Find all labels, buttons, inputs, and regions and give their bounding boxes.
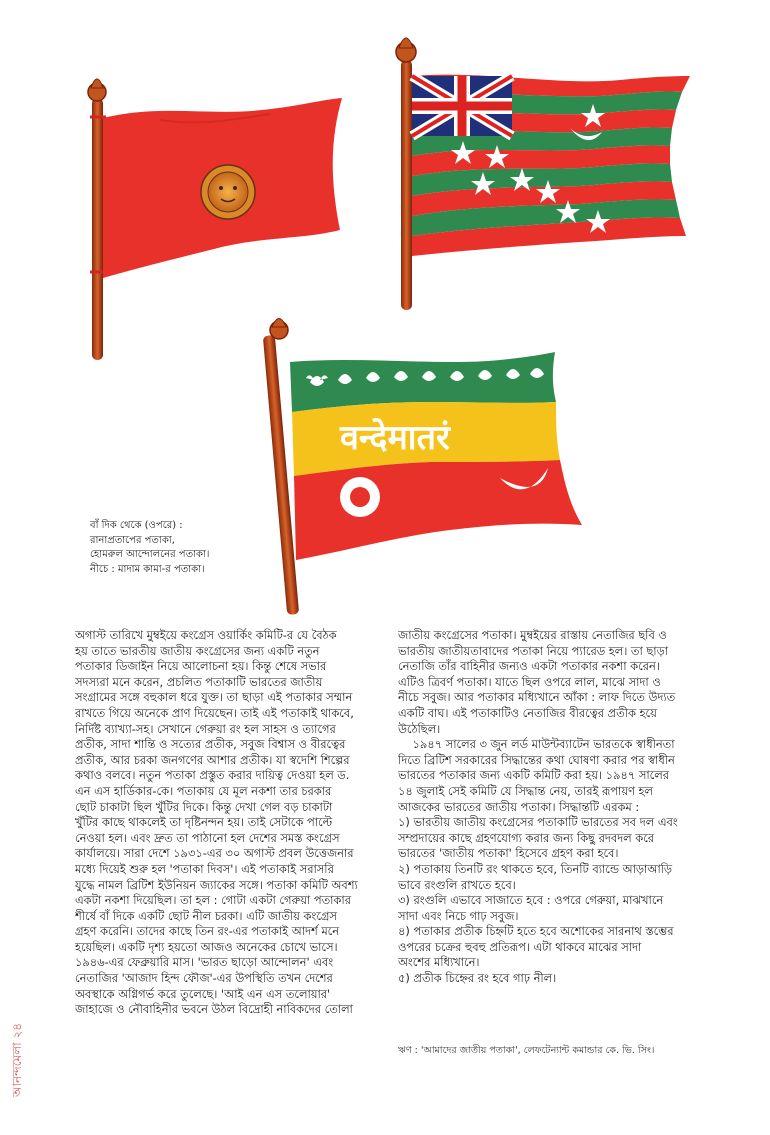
text-line: নেওয়া হল। এবং দ্রুত তা পাঠানো হল দেশের সমস্ত কংগ্রেস — [75, 830, 340, 845]
text-line: ১৯৪৬-এর ফেব্রুয়ারি মাস। 'ভারত ছাড়ো আন্দোলন' এবং — [75, 955, 334, 970]
text-line: ভারতীয় জাতীয়তাবাদের পতাকা নিয়ে প্যারেড হল। তা ছাড়া — [398, 643, 669, 658]
text-line: সাদা এবং নিচে গাঢ় সবুজ। — [398, 908, 519, 923]
text-line: খুঁটির কাছে থাকলেই তা দৃষ্টিনন্দন হয়। তাই সেটাকে পাল্টে — [75, 815, 333, 830]
caption-line: হোমরুল আন্দোলনের পতাকা। — [90, 549, 210, 560]
sun-emblem — [340, 477, 380, 517]
text-line: অংশের মধ্যিখানে। — [398, 955, 480, 970]
sun-emblem — [201, 165, 255, 219]
text-line: সদস্যরা মনে করেন, প্রচলিত পতাকাটি ভারতের জাতীয় — [75, 674, 323, 689]
text-line: ওপরের চক্রের হুবহু প্রতিরূপ। এটা থাকবে মাঝের সাদা — [398, 939, 642, 954]
magazine-name-page-number: আনন্দমেলা ২৪ — [10, 1022, 24, 1098]
text-line: মধ্যে দিয়েই শুরু হল 'পতাকা দিবস'। এই পতাকাই সরাসরি — [75, 861, 334, 876]
rana-pratap-flag — [88, 79, 342, 360]
pole-finial-tip — [399, 38, 413, 48]
text-line: পতাকার ডিজাইন নিয়ে আলোচনা হয়। কিন্তু শেষে সভার — [75, 659, 327, 674]
text-line: জাতীয় কংগ্রেসের পতাকা। মুম্বইয়ের রাস্তায় নেতাজির ছবি ও — [398, 628, 667, 642]
text-line: নীচে সবুজ। আর পতাকার মধ্যিখানে আঁকা : লাফ দিতে উদ্যত — [398, 690, 676, 705]
text-line: ১৯৪৭ সালের ৩ জুন লর্ড মাউন্টব্যাটেন ভারতকে স্বাধীনতা — [398, 737, 675, 752]
text-line: ৫) প্রতীক চিহ্নের রং হবে গাঢ় নীল। — [398, 971, 557, 986]
text-line: একটা নকশা দিয়েছিল। তা হল : গোটা একটা গেরুয়া পতাকার — [75, 893, 351, 908]
text-line: ভারতের পতাকার জন্য একটি কমিটি করা হয়। ১৯৪৭ সালের — [398, 768, 669, 783]
text-line: কার্যালয়ে। সারা দেশে ১৯৩১-এর ৩০ অগাস্ট প্রবল উত্তেজনার — [75, 846, 354, 861]
caption-line: রানাপ্রতাপের পতাকা, — [90, 534, 175, 546]
flag-pole — [401, 60, 412, 310]
text-line: ৪) পতাকার প্রতীক চিহ্নটি হতে হবে অশোকের সারনাথ স্তম্ভের — [398, 924, 674, 939]
union-jack-canton — [412, 76, 512, 136]
text-line: যুদ্ধে নামল ব্রিটিশ ইউনিয়ন জ্যাকের সঙ্গে। পতাকা কমিটি অবশ্য — [75, 877, 358, 892]
caption-line: নীচে : মাদাম কামা-র পতাকা। — [90, 563, 205, 575]
text-line: প্রতীক, সাদা শান্তি ও সত্যের প্রতীক, সবুজ বিশ্বাস ও বীরত্বের — [75, 737, 346, 752]
text-line: সংগ্রামের সঙ্গে বহুকাল ধরে যুক্ত। তা ছাড়া এই পতাকার সম্মান — [75, 690, 353, 705]
text-line: উঠেছিল। — [398, 721, 441, 736]
text-line: ভাবে রংগুলি রাখতে হবে। — [398, 877, 516, 892]
text-line: আজকের ভারতের জাতীয় পতাকা। সিদ্ধান্তটি এরকম : — [398, 799, 640, 814]
text-line: নেতাজি তাঁর বাহিনীর জন্যও একটা পতাকার নকশা করেন। — [398, 659, 660, 674]
pole-finial-tip — [272, 319, 286, 328]
text-line: একটি বাঘ। এই পতাকাটিও নেতাজির বীরত্বের প্রতীক হয়ে — [398, 705, 657, 720]
text-line: প্রতীক, আর চরকা জনগণের আশার প্রতীক। যা স্বদেশি শিল্পের — [75, 752, 350, 767]
text-line: ১৪ জুলাই সেই কমিটি যে সিদ্ধান্ত নেয়, তারই রূপায়ণ হল — [398, 783, 654, 798]
image-caption — [90, 519, 330, 577]
source-credit: ঋণ : 'আমাদের জাতীয় পতাকা', লেফটেন্যান্ট কমান্ডার কে. ভি. সিং। — [398, 1045, 655, 1056]
text-line: শীর্ষে বাঁ দিকে একটি ছোট নীল চরকা। এটি জাতীয় কংগ্রেস — [75, 908, 337, 923]
vande-mataram-text: वन्देमातरं — [340, 418, 450, 458]
caption-line: বাঁ দিক থেকে (ওপরে) : — [90, 520, 183, 531]
text-line: রাখতে গিয়ে অনেকে প্রাণ দিয়েছেন। তাই এই পতাকাই থাকবে, — [75, 705, 354, 720]
text-line: গ্রহণ করেনি। তাদের কাছে তিন রং-এর পতাকাই আদর্শ মনে — [75, 924, 340, 939]
text-line: ২) পতাকায় তিনটি রং থাকতে হবে, তিনটি ব্যান্ডে আড়াআড়ি — [398, 861, 672, 876]
text-line: ৩) রংগুলি এভাবে সাজাতে হবে : ওপরে গেরুয়া, মাঝখানে — [398, 893, 664, 908]
text-line: ১) ভারতীয় জাতীয় কংগ্রেসের পতাকাটি ভারতের সব দল এবং — [398, 815, 678, 830]
text-line: কথাও বলবে। নতুন পতাকা প্রস্তুত করার দায়িত্ব দেওয়া হল ড. — [75, 768, 350, 783]
flag-red-band — [294, 460, 582, 560]
text-line: এটিও ত্রিবর্ণ পতাকা। যাতে ছিল ওপরে লাল, মাঝে সাদা ও — [398, 674, 661, 689]
text-line: ভারতের 'জাতীয় পতাকা' হিসেবে গ্রহণ করা হবে। — [398, 846, 619, 861]
home-rule-flag — [396, 38, 690, 310]
magazine-sidebar — [5, 1000, 33, 1120]
article-left-column — [75, 628, 395, 1018]
text-line: ছোট চাকাটা ছিল খুঁটির দিকে। কিন্তু দেখা গেল বড় চাকাটা — [75, 799, 333, 814]
text-line: অগাস্ট তারিখে মুম্বইয়ে কংগ্রেস ওয়ার্কিং কমিটি-র যে বৈঠক — [75, 628, 337, 642]
text-line: অবস্থাকে অগ্নিগর্ভ করে তুলেছে। 'আই এন এস তলোয়ার' — [75, 986, 331, 1001]
pole-finial-tip — [91, 79, 103, 88]
text-line: দিতে ব্রিটিশ সরকারের সিদ্ধান্তের কথা ঘোষণা করার পর স্বাধীন — [398, 752, 675, 767]
flag-pole — [92, 98, 103, 360]
text-line: সম্প্রদায়ের কাছে গ্রহণযোগ্য করার জন্য কিছু রদবদল করে — [398, 830, 655, 845]
text-line: এন এস হার্ডিকার-কে। পতাকায় যে মূল নকশা তার চরকার — [75, 783, 332, 798]
text-line: নেতাজির 'আজাদ হিন্দ ফৌজ'-এর উপস্থিতি তখন দেশের — [75, 971, 333, 986]
text-line: হয়েছিল। একটি দৃশ্য হয়তো আজও অনেকের চোখে ভাসে। — [75, 939, 338, 954]
text-line: নির্দিষ্ট ব্যাখ্যা-সহ। সেখানে গেরুয়া রং হল সাহস ও ত্যাগের — [75, 721, 336, 736]
article-right-column — [398, 628, 698, 987]
text-line: জাহাজে ও নৌবাহিনীর ভবনে উঠল বিদ্রোহী নাবিকদের তোলা — [75, 1002, 353, 1017]
text-line: হয় তাতে ভারতীয় জাতীয় কংগ্রেসের জন্য একটি নতুন — [75, 643, 320, 658]
